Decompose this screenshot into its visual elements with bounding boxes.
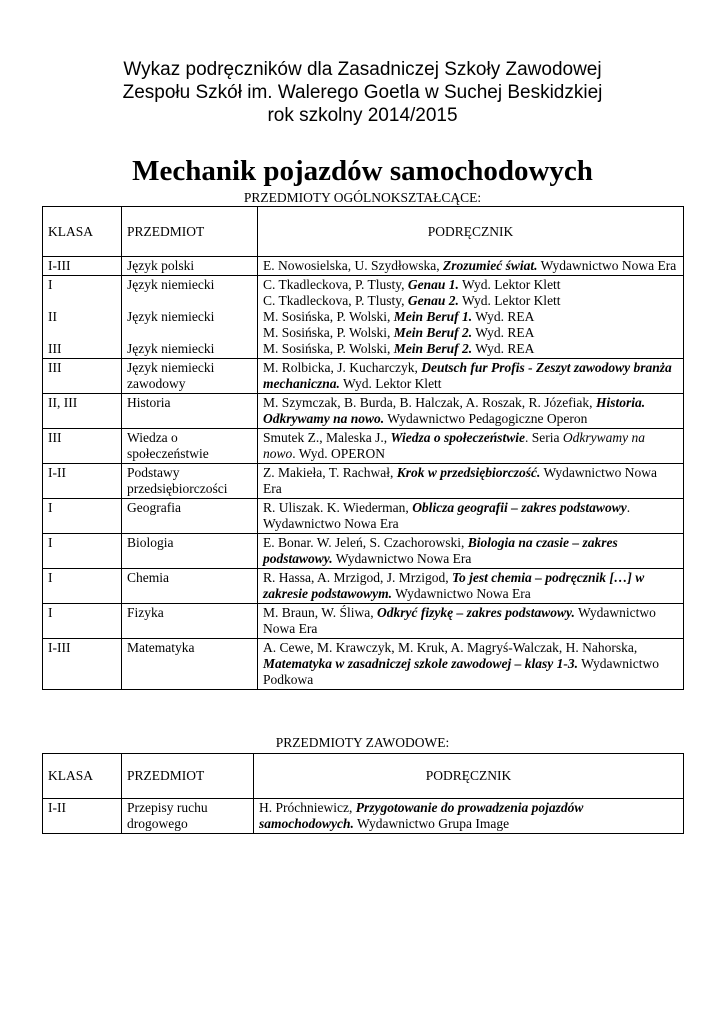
publisher: Wydawnictwo Nowa Era bbox=[537, 258, 677, 273]
book-line: M. Sosińska, P. Wolski, Mein Beruf 1. Wyd. REA bbox=[263, 309, 535, 324]
profession-title: Mechanik pojazdów samochodowych bbox=[132, 155, 593, 187]
przedmiot-cell: Język polski bbox=[122, 257, 258, 276]
header-przedmiot: PRZEDMIOT bbox=[122, 754, 254, 799]
klasa-cell: I bbox=[43, 604, 122, 639]
document-header bbox=[0, 58, 725, 127]
klasa-cell: I-III bbox=[43, 257, 122, 276]
book-title: Mein Beruf 2. bbox=[393, 325, 473, 340]
klasa-cell: III bbox=[43, 359, 122, 394]
przedmiot-cell: Geografia bbox=[122, 499, 258, 534]
podrecznik-cell bbox=[258, 257, 684, 276]
book-title: Odkryć fizykę – zakres podstawowy. bbox=[377, 605, 575, 620]
przedmiot-cell: Historia bbox=[122, 394, 258, 429]
podrecznik-cell: E. Bonar. W. Jeleń, S. Czachorowski, Biologia na czasie – zakres podstawowy. Wydawnictwo Nowa Era bbox=[258, 534, 684, 569]
table-row bbox=[43, 429, 684, 464]
przedmiot-value: Język niemiecki bbox=[127, 277, 215, 292]
przedmiot-cell: Wiedza o społeczeństwie bbox=[122, 429, 258, 464]
book-line: M. Sosińska, P. Wolski, Mein Beruf 2. Wyd. REA bbox=[263, 325, 535, 340]
table-row bbox=[43, 464, 684, 499]
table-row bbox=[43, 276, 684, 359]
podrecznik-cell: A. Cewe, M. Krawczyk, M. Kruk, A. Magryś-Walczak, H. Nahorska, Matematyka w zasadniczej szkole zawodowej – klasy 1-3. Wydawnictwo Podkowa bbox=[258, 639, 684, 690]
table-row bbox=[43, 799, 684, 834]
przedmiot-value: Język niemiecki bbox=[127, 309, 215, 324]
book-title: Genau 2. bbox=[407, 293, 459, 308]
przedmiot-cell: Biologia bbox=[122, 534, 258, 569]
podrecznik-cell: M. Szymczak, B. Burda, B. Halczak, A. Roszak, R. Józefiak, Historia. Odkrywamy na nowo. Wydawnictwo Pedagogiczne Operon bbox=[258, 394, 684, 429]
book-line: C. Tkadleckova, P. Tlusty, Genau 2. Wyd. Lektor Klett bbox=[263, 293, 561, 308]
klasa-cell: I bbox=[43, 499, 122, 534]
klasa-cell: II, III bbox=[43, 394, 122, 429]
header-przedmiot: PRZEDMIOT bbox=[122, 207, 258, 257]
vocational-section-label: PRZEDMIOTY ZAWODOWE: bbox=[275, 735, 450, 750]
table-row bbox=[43, 534, 684, 569]
klasa-value: III bbox=[48, 341, 62, 356]
header-line-2: Zespołu Szkół im. Walerego Goetla w Suchej Beskidzkiej bbox=[122, 82, 603, 103]
podrecznik-cell: M. Braun, W. Śliwa, Odkryć fizykę – zakres podstawowy. Wydawnictwo Nowa Era bbox=[258, 604, 684, 639]
table-header-row bbox=[43, 754, 684, 799]
book-line: C. Tkadleckova, P. Tlusty, Genau 1. Wyd. Lektor Klett bbox=[263, 277, 561, 292]
book-line: M. Sosińska, P. Wolski, Mein Beruf 2. Wyd. REA bbox=[263, 341, 535, 356]
przedmiot-cell: Przepisy ruchu drogowego bbox=[122, 799, 254, 834]
book-title: Deutsch fur Profis - Zeszyt zawodowy branża mechaniczna. bbox=[263, 360, 672, 391]
podrecznik-cell: Smutek Z., Maleska J., Wiedza o społeczeństwie. Seria Odkrywamy na nowo. Wyd. OPERON bbox=[258, 429, 684, 464]
klasa-cell: I bbox=[43, 569, 122, 604]
klasa-cell: I-II bbox=[43, 799, 122, 834]
table-row bbox=[43, 569, 684, 604]
table-header-row bbox=[43, 207, 684, 257]
podrecznik-cell: M. Rolbicka, J. Kucharczyk, Deutsch fur Profis - Zeszyt zawodowy branża mechaniczna. Wyd. Lektor Klett bbox=[258, 359, 684, 394]
klasa-cell bbox=[43, 276, 122, 359]
klasa-value: I bbox=[48, 277, 53, 292]
header-podrecznik: PODRĘCZNIK bbox=[254, 754, 684, 799]
general-section-label: PRZEDMIOTY OGÓLNOKSZTAŁCĄCE: bbox=[243, 190, 482, 205]
table-row bbox=[43, 359, 684, 394]
klasa-cell: III bbox=[43, 429, 122, 464]
header-klasa: KLASA bbox=[43, 754, 122, 799]
przedmiot-cell: Chemia bbox=[122, 569, 258, 604]
header-podrecznik: PODRĘCZNIK bbox=[258, 207, 684, 257]
header-line-1: Wykaz podręczników dla Zasadniczej Szkoły Zawodowej bbox=[123, 59, 602, 80]
klasa-cell: I-III bbox=[43, 639, 122, 690]
book-title: Mein Beruf 1. bbox=[393, 309, 473, 324]
table-row bbox=[43, 257, 684, 276]
podrecznik-cell: R. Uliszak. K. Wiederman, Oblicza geografii – zakres podstawowy. Wydawnictwo Nowa Era bbox=[258, 499, 684, 534]
klasa-value: II bbox=[48, 309, 57, 324]
book-title: Oblicza geografii – zakres podstawowy bbox=[412, 500, 627, 515]
table-row bbox=[43, 604, 684, 639]
klasa-cell: I bbox=[43, 534, 122, 569]
book-title: Wiedza o społeczeństwie bbox=[390, 430, 525, 445]
przedmiot-cell bbox=[122, 276, 258, 359]
table-row bbox=[43, 394, 684, 429]
book-title: Mein Beruf 2. bbox=[393, 341, 473, 356]
general-subjects-table bbox=[42, 206, 684, 690]
book-title: Genau 1. bbox=[407, 277, 459, 292]
przedmiot-cell: Fizyka bbox=[122, 604, 258, 639]
podrecznik-cell bbox=[258, 276, 684, 359]
table-row bbox=[43, 639, 684, 690]
klasa-cell: I-II bbox=[43, 464, 122, 499]
przedmiot-value: Język niemiecki bbox=[127, 341, 215, 356]
series-name: Odkrywamy na nowo bbox=[263, 430, 645, 461]
podrecznik-cell: Z. Makieła, T. Rachwał, Krok w przedsiębiorczość. Wydawnictwo Nowa Era bbox=[258, 464, 684, 499]
authors: E. Nowosielska, U. Szydłowska, bbox=[263, 258, 443, 273]
header-line-3: rok szkolny 2014/2015 bbox=[267, 105, 458, 126]
table-row bbox=[43, 499, 684, 534]
vocational-subjects-table bbox=[42, 753, 684, 834]
book-title: Przygotowanie do prowadzenia pojazdów samochodowych. bbox=[259, 800, 584, 831]
przedmiot-cell: Język niemiecki zawodowy bbox=[122, 359, 258, 394]
przedmiot-cell: Matematyka bbox=[122, 639, 258, 690]
book-title: Matematyka w zasadniczej szkole zawodowej – klasy 1-3. bbox=[263, 656, 578, 671]
book-title: Biologia na czasie – zakres podstawowy. bbox=[263, 535, 618, 566]
book-title: Krok w przedsiębiorczość. bbox=[396, 465, 541, 480]
book-title: To jest chemia – podręcznik […] w zakresie podstawowym. bbox=[263, 570, 645, 601]
przedmiot-cell: Podstawy przedsiębiorczości bbox=[122, 464, 258, 499]
book-title: Zrozumieć świat. bbox=[442, 258, 538, 273]
podrecznik-cell: R. Hassa, A. Mrzigod, J. Mrzigod, To jest chemia – podręcznik […] w zakresie podstawowym. Wydawnictwo Nowa Era bbox=[258, 569, 684, 604]
header-klasa: KLASA bbox=[43, 207, 122, 257]
podrecznik-cell: H. Próchniewicz, Przygotowanie do prowadzenia pojazdów samochodowych. Wydawnictwo Grupa Image bbox=[254, 799, 684, 834]
book-title: Historia. Odkrywamy na nowo. bbox=[263, 395, 646, 426]
